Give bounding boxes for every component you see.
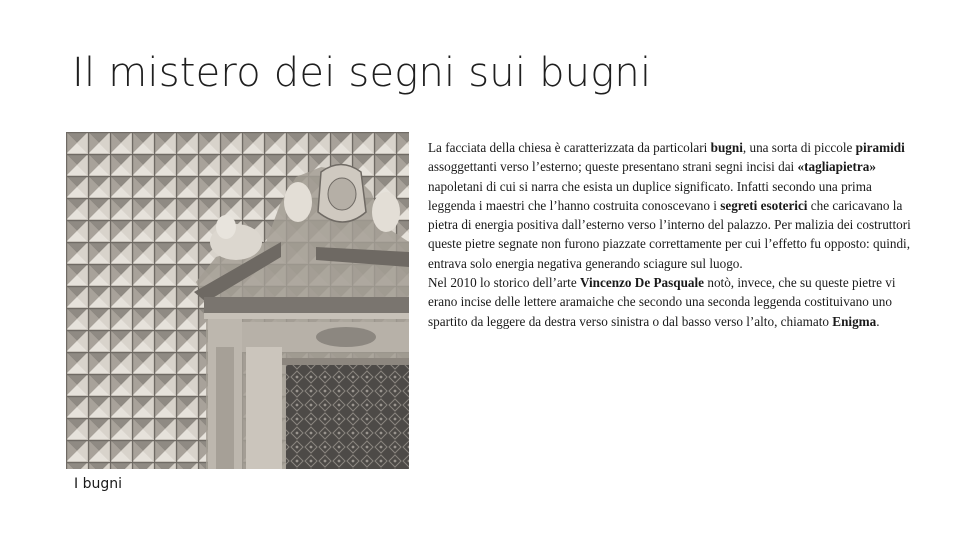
text-run: . (876, 313, 880, 329)
bold-term: Vincenzo De Pasquale (579, 275, 705, 291)
bold-term: bugni (710, 140, 743, 155)
body-text (428, 138, 918, 331)
text-run: assoggettanti verso l’esterno; queste presentano strani segni incisi dai (428, 159, 798, 175)
facade-photo (66, 132, 409, 469)
bold-term: segreti esoterici (720, 197, 808, 213)
bold-term: Enigma (832, 313, 877, 329)
image-caption: I bugni (74, 476, 122, 492)
text-run: napoletani di cui si narra che esista un duplice significato. Infatti secondo una prima leggenda i maestri che l’hanno costruita conoscevano i (428, 178, 872, 213)
text-run: Nel 2010 lo storico dell’arte (428, 275, 580, 291)
text-run: La facciata della chiesa è caratterizzata da particolari (428, 140, 711, 155)
text-run: , una sorta di piccole (742, 140, 856, 155)
bold-term: «tagliapietra» (797, 159, 876, 175)
bold-term: piramidi (855, 140, 905, 155)
paragraph-legend-1 (428, 138, 918, 273)
text-run: che caricavano la pietra di energia positiva dall’esterno verso l’interno del palazzo. Per malizia dei costruttori queste pietre segnate non furono piazzate correttamente per cui l’effetto fu opposto: quindi, entrava solo energia negativa generando sciagure sul luogo. (428, 197, 911, 271)
text-run: notò, invece, che su queste pietre vi erano incise delle lettere aramaiche che secondo una seconda leggenda costituivano uno spartito da leggere da destra verso sinistra o dal basso verso l’alto, chiamato (428, 275, 896, 329)
paragraph-legend-2 (428, 273, 918, 331)
slide-title: Il mistero dei segni sui bugni (72, 50, 652, 96)
